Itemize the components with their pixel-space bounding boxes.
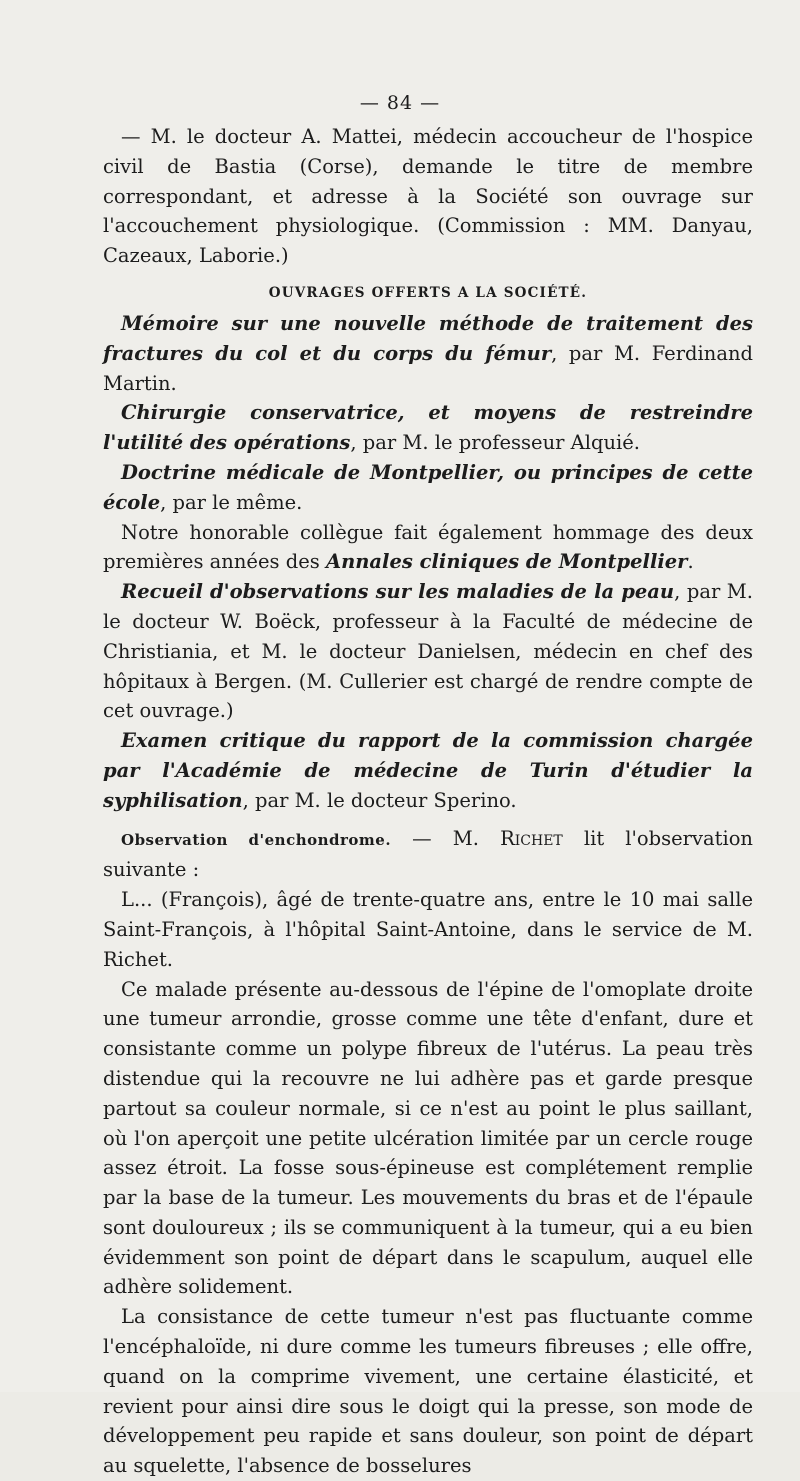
- work-item: [103, 458, 753, 518]
- work-item: [103, 518, 753, 578]
- work-title: Examen critique du rapport de la commission chargée par l'Académie de médecine de Turin d'étudier la syphilisation: [103, 729, 753, 812]
- work-item: [103, 726, 753, 815]
- body-paragraph: Ce malade présente au-dessous de l'épine de l'omoplate droite une tumeur arrondie, grosse comme une tête d'enfant, dure et consistante comme un polype fibreux de l'utérus. La peau très distendue qui la recouvre ne lui adhère pas et garde presque partout sa couleur normale, si ce n'est au point le plus saillant, où l'on aperçoit une petite ulcération limitée par un cercle rouge assez étroit. La fosse sous-épineuse est complétement remplie par la base de la tumeur. Les mouvements du bras et de l'épaule sont douloureux ; ils se communiquent à la tumeur, qui a eu bien évidemment son point de départ dans le scapulum, auquel elle adhère solidement.: [103, 977, 753, 1299]
- page-number: — 84 —: [359, 92, 441, 114]
- observation-dash: — M.: [391, 826, 501, 850]
- work-title: Mémoire sur une nouvelle méthode de traitement des fractures du col et du corps du fémur: [103, 311, 753, 365]
- work-rest: .: [687, 550, 694, 574]
- work-before: Notre honorable collègue fait également hommage des deux premières années des: [103, 520, 753, 574]
- observation-heading: [103, 824, 753, 886]
- text-block: [103, 122, 753, 1481]
- body-paragraph: La consistance de cette tumeur n'est pas fluctuante comme l'encéphaloïde, ni dure comme les tumeurs fibreuses ; elle offre, quand on la comprime vivement, une certaine élasticité, et revient pour ainsi dire sous le doigt qui la presse, son mode de développement peu rapide et sans douleur, son point de départ au squelette, l'absence de bosselures: [103, 1305, 753, 1478]
- paragraph-mattei: — M. le docteur A. Mattei, médecin accoucheur de l'hospice civil de Bastia (Corse), demande le titre de membre correspondant, et adresse à la Société son ouvrage sur l'accouchement physiologique. (Commission : MM. Danyau, Cazeaux, Laborie.): [103, 125, 753, 268]
- work-rest: , par M. le docteur W. Boëck, professeur à la Faculté de médecine de Christiania, et M. le docteur Danielsen, médecin en chef des hôpitaux à Bergen. (M. Cullerier est chargé de rendre compte de cet ouvrage.): [103, 580, 753, 723]
- work-title: Chirurgie conservatrice, et moyens de restreindre l'utilité des opérations: [103, 401, 753, 455]
- work-item: [103, 577, 753, 726]
- observation-title: Observation d'enchondrome.: [121, 830, 392, 849]
- work-title: Recueil d'observations sur les maladies de la peau: [121, 580, 675, 604]
- work-item: [103, 309, 753, 398]
- work-title: Annales cliniques de Montpellier: [325, 550, 688, 574]
- body-paragraph: L... (François), âgé de trente-quatre ans, entre le 10 mai salle Saint-François, à l'hôpital Saint-Antoine, dans le service de M. Richet.: [103, 888, 753, 971]
- work-rest: , par M. Ferdinand Martin.: [103, 341, 753, 395]
- work-rest: , par M. le docteur Sperino.: [242, 788, 517, 812]
- spacer: [103, 816, 753, 824]
- observation-intro: lit l'observation suivante :: [103, 826, 753, 882]
- work-rest: , par le même.: [160, 490, 303, 514]
- work-item: [103, 398, 753, 458]
- work-rest: , par M. le professeur Alquié.: [350, 431, 640, 455]
- observation-author: Richet: [500, 826, 563, 850]
- section-heading: OUVRAGES OFFERTS A LA SOCIÉTÉ.: [268, 284, 588, 301]
- work-title: Doctrine médicale de Montpellier, ou principes de cette école: [103, 460, 753, 514]
